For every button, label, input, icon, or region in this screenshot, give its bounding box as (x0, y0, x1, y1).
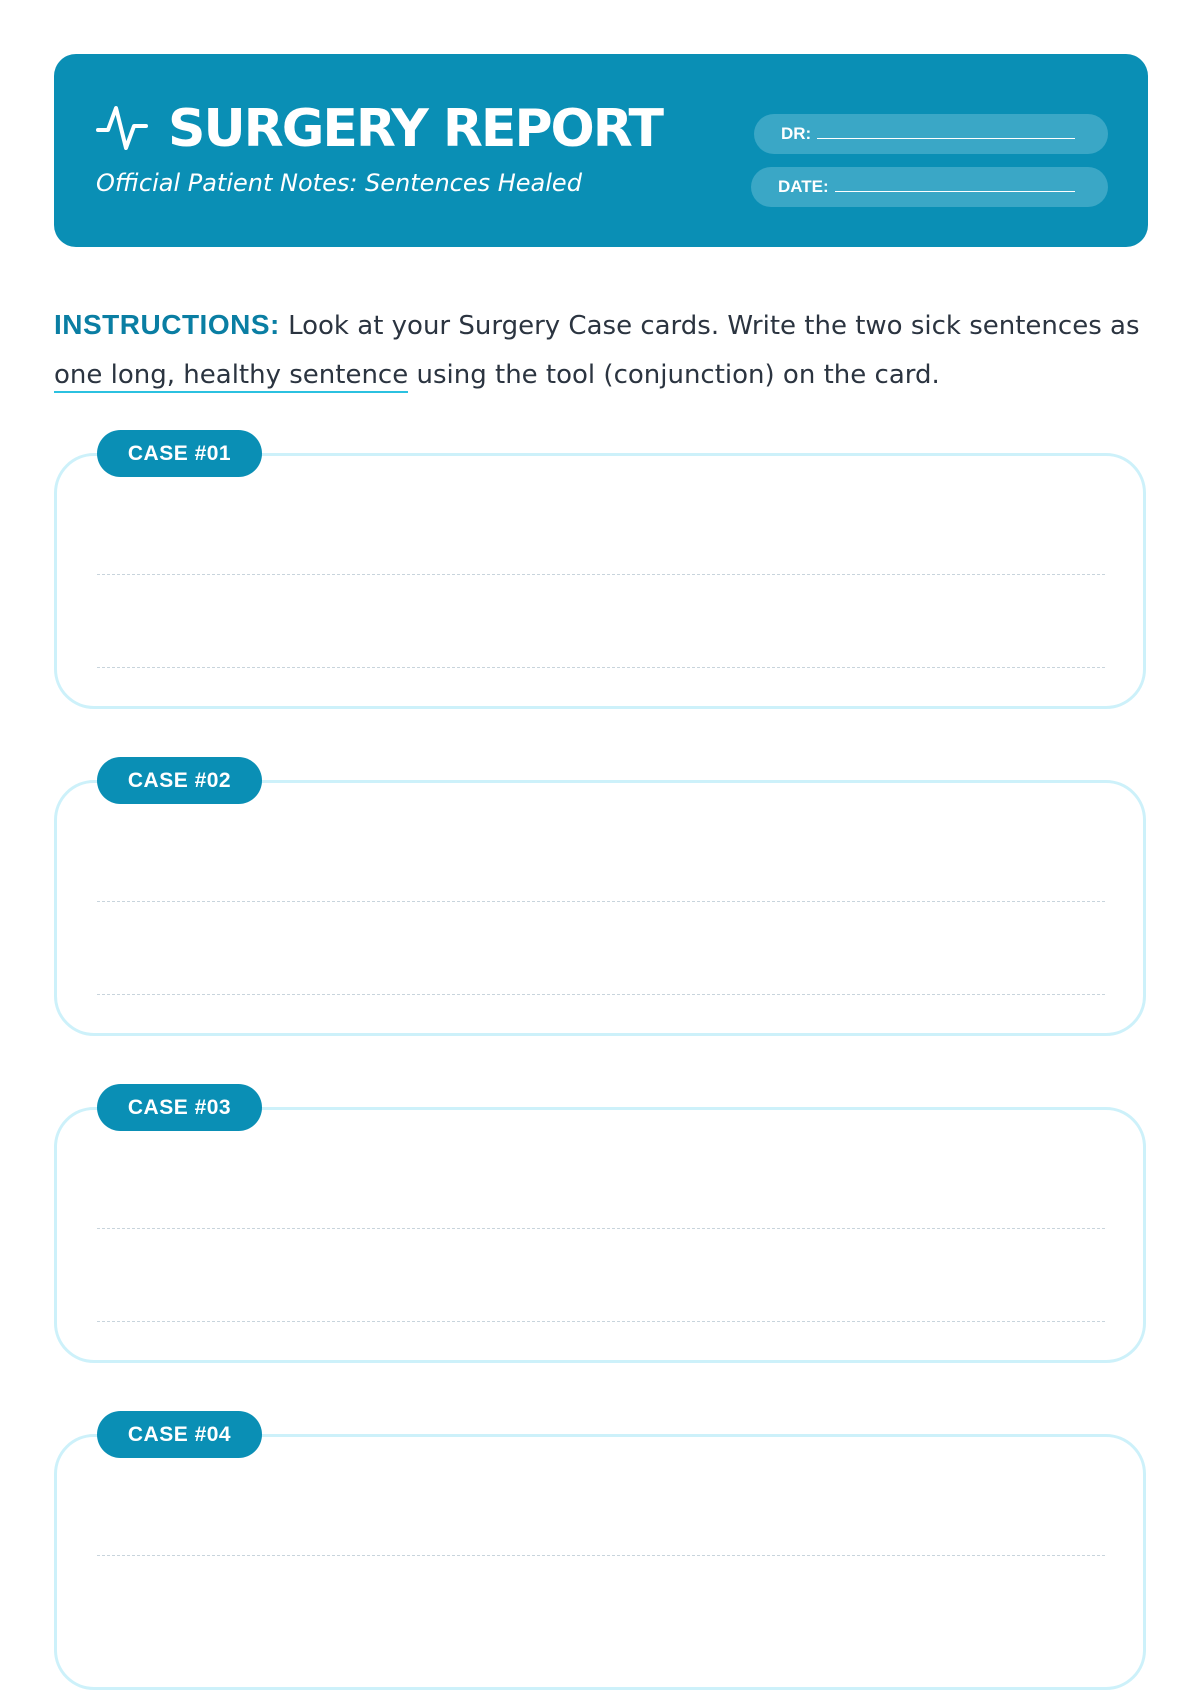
instructions-text-before: Look at your Surgery Case cards. Write the two sick sentences as (279, 311, 1140, 341)
doctor-label: DR: (781, 124, 812, 143)
case-box-03 (54, 1107, 1146, 1363)
case-box-02 (54, 780, 1146, 1036)
case-tag-03: CASE #03 (97, 1084, 262, 1131)
page-title: SURGERY REPORT (168, 99, 662, 159)
date-field[interactable] (751, 167, 1108, 207)
date-label: DATE: (778, 177, 829, 196)
answer-line[interactable] (97, 1555, 1105, 1556)
doctor-blank-line (817, 124, 1075, 139)
answer-line[interactable] (97, 667, 1105, 668)
instructions-label: INSTRUCTIONS: (54, 309, 280, 340)
answer-line[interactable] (97, 574, 1105, 575)
report-header (54, 54, 1148, 247)
answer-line[interactable] (97, 901, 1105, 902)
date-blank-line (835, 177, 1075, 192)
instructions-paragraph (54, 300, 1164, 400)
case-box-04 (54, 1434, 1146, 1690)
instructions-emphasis: one long, healthy sentence (54, 360, 408, 393)
instructions-text-after: using the tool (conjunction) on the card. (408, 360, 940, 390)
answer-line[interactable] (97, 1228, 1105, 1229)
page-subtitle: Official Patient Notes: Sentences Healed (96, 169, 582, 197)
case-tag-02: CASE #02 (97, 757, 262, 804)
answer-line[interactable] (97, 1321, 1105, 1322)
pulse-icon (96, 102, 148, 154)
case-box-01 (54, 453, 1146, 709)
case-tag-04: CASE #04 (97, 1411, 262, 1458)
doctor-name-field[interactable] (754, 114, 1108, 154)
answer-line[interactable] (97, 994, 1105, 995)
case-tag-01: CASE #01 (97, 430, 262, 477)
